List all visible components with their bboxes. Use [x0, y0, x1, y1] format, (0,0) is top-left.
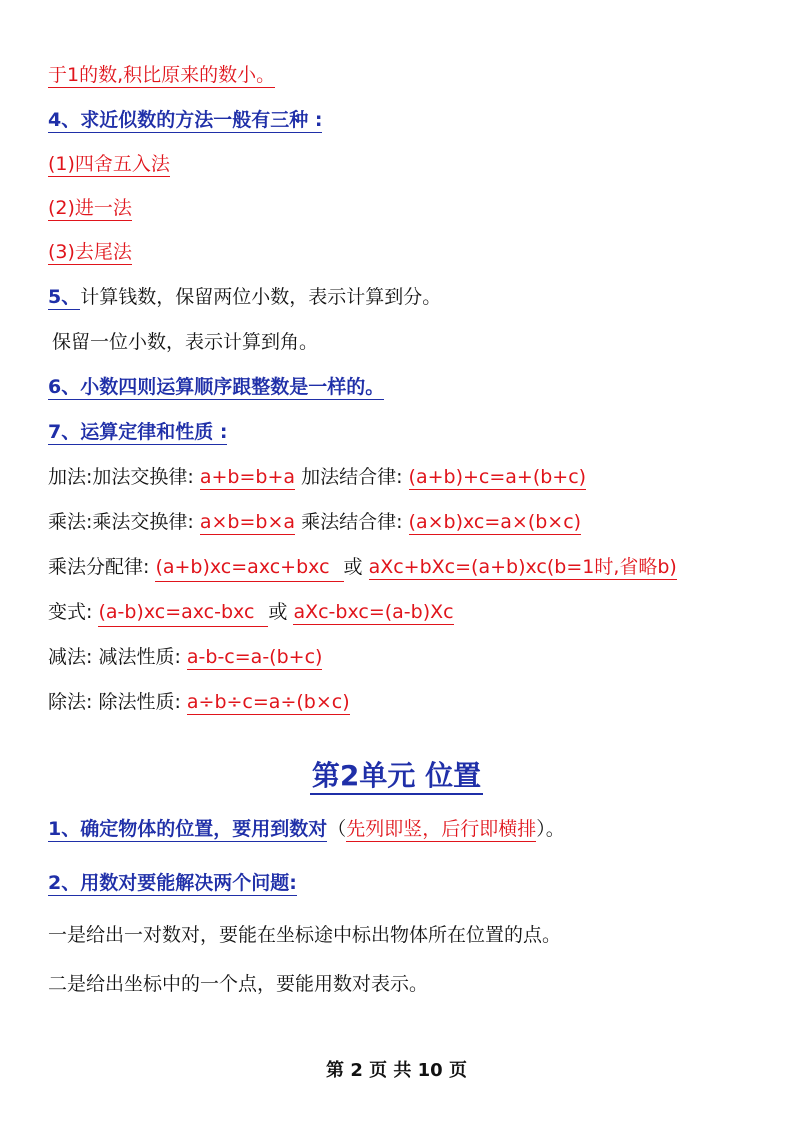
distributive-law — [48, 554, 677, 582]
rule-text: 于1的数,积比原来的数小。 — [48, 64, 276, 86]
heading-text: 4、求近似数的方法一般有三种 : — [48, 109, 323, 131]
heading-two-problems — [48, 870, 297, 896]
heading-text: 6、小数四则运算顺序跟整数是一样的。 — [48, 376, 385, 398]
formula: aXc-bxc=(a-b)Xc — [293, 601, 454, 623]
method-text: (1)四舍五入法 — [48, 153, 170, 175]
problem-two — [48, 971, 428, 997]
label: 加法:加法交换律: — [48, 466, 194, 488]
multiplication-laws — [48, 509, 581, 535]
or-text: 或 — [268, 601, 288, 623]
money-rule — [48, 284, 441, 310]
unit-title — [0, 754, 793, 794]
addition-laws — [48, 464, 586, 490]
heading-order — [48, 374, 384, 400]
formula: (a+b)+c=a+(b+c) — [408, 466, 587, 488]
paren: （ — [327, 818, 347, 840]
position-rule — [48, 816, 565, 842]
label: 减法: 减法性质: — [48, 646, 181, 668]
formula: a÷b÷c=a÷(b×c) — [186, 691, 350, 713]
problem-one — [48, 922, 561, 948]
label: 变式: — [48, 601, 93, 623]
formula: (a×b)xc=a×(b×c) — [408, 511, 582, 533]
formula: a×b=b×a — [199, 511, 296, 533]
method-round — [48, 151, 170, 177]
subtraction-property — [48, 644, 322, 670]
label: 乘法:乘法交换律: — [48, 511, 194, 533]
label: 加法结合律: — [301, 466, 403, 488]
money-rule-text: 保留一位小数，表示计算到角。 — [52, 331, 319, 353]
text-line — [48, 62, 275, 88]
item-number: 5、 — [48, 286, 81, 308]
method-floor — [48, 239, 132, 265]
formula: a+b=b+a — [199, 466, 296, 488]
heading-text: 7、运算定律和性质 : — [48, 421, 228, 443]
or-text: 或 — [343, 556, 363, 578]
money-rule-2 — [52, 329, 318, 355]
formula: a-b-c=a-(b+c) — [186, 646, 323, 668]
heading-text: 2、用数对要能解决两个问题: — [48, 872, 297, 894]
money-rule-text: 计算钱数，保留两位小数，表示计算到分。 — [80, 286, 442, 308]
heading-approx-methods — [48, 107, 322, 133]
heading-text: 1、确定物体的位置，要用到数对 — [48, 818, 328, 840]
method-text: (2)进一法 — [48, 197, 132, 219]
variant-law — [48, 599, 454, 627]
heading-laws — [48, 419, 227, 445]
label: 乘法结合律: — [301, 511, 403, 533]
method-text: (3)去尾法 — [48, 241, 132, 263]
formula: (a+b)xc=axc+bxc — [155, 554, 343, 582]
rule-text: 先列即竖，后行即横排 — [346, 818, 537, 840]
formula: aXc+bXc=(a+b)xc(b=1时,省略b) — [368, 556, 677, 578]
unit-title-text: 第2单元 位置 — [310, 759, 483, 795]
label: 乘法分配律: — [48, 556, 150, 578]
formula: (a-b)xc=axc-bxc — [98, 599, 268, 627]
label: 除法: 除法性质: — [48, 691, 181, 713]
method-ceil — [48, 195, 132, 221]
body-text: 二是给出坐标中的一个点，要能用数对表示。 — [48, 973, 429, 995]
body-text: 一是给出一对数对，要能在坐标途中标出物体所在位置的点。 — [48, 924, 562, 946]
division-property — [48, 689, 350, 715]
paren: ）。 — [536, 818, 565, 840]
page-footer: 第 2 页 共 10 页 — [326, 1060, 467, 1081]
